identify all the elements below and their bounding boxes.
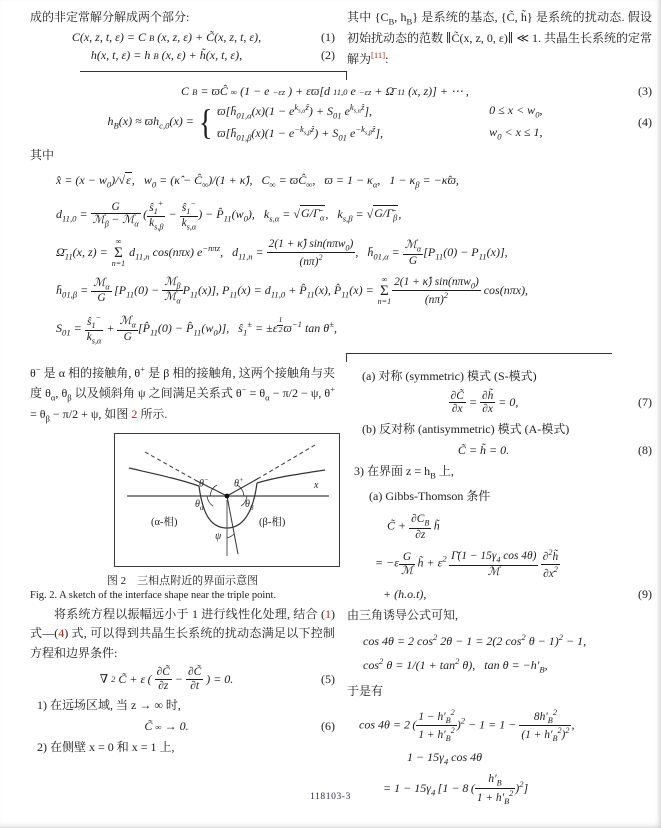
equation-1 bbox=[30, 30, 335, 45]
item-symmetric-mode: (a) 对称 (symmetric) 模式 (S-模式) bbox=[362, 368, 537, 383]
definition-line-3: $\Omegā_{11}(x$, z) = ∞ Σ n=1 $d_{11,n}$ cos(nπx) $e^{-n\pi z}$, $d_{11,n}$ = 2(1 + κ̂) sin(nπw$_0$) $(n\pi)^2$ , $h̄_{01,\alpha}$ = ℳ$_\alpha$ G $[P_{11}(0) - P_{11}(x)]$, bbox=[56, 237, 508, 269]
para-therefore: 于是有 bbox=[347, 683, 384, 698]
top-left-column bbox=[30, 8, 335, 71]
theta-beta-label: $\theta_\beta$ bbox=[245, 498, 254, 512]
display-equation-block bbox=[30, 84, 652, 345]
page-content bbox=[30, 8, 652, 813]
psi-arc bbox=[227, 534, 234, 538]
equation-5-number: (5) bbox=[321, 671, 335, 686]
equation-6-body: C̃ ∞ → 0. bbox=[144, 719, 189, 734]
para-trig-identities: 由三角诱导公式可知, bbox=[347, 607, 459, 622]
bottom-left-column bbox=[30, 363, 335, 813]
equation-7 bbox=[347, 390, 652, 416]
equation-1-number: (1) bbox=[321, 30, 335, 45]
citation-ref[interactable]: 4 bbox=[58, 626, 65, 641]
where-label: 其中 bbox=[30, 148, 55, 163]
equation-4-lhs: $h_B(x) \approx ϖh_{c,0}(x)$ = bbox=[107, 113, 194, 131]
separator-rule-top bbox=[30, 71, 652, 81]
equation-2-number: (2) bbox=[321, 48, 335, 63]
equation-9-line-3-row bbox=[347, 587, 652, 602]
citation-ref[interactable]: 1 bbox=[325, 606, 331, 621]
item-antisymmetric-mode: (b) 反对称 (antisymmetric) 模式 (A-模式) bbox=[362, 421, 570, 436]
psi-label: ψ bbox=[215, 530, 222, 542]
equation-5-body: ∇ 2 C̃ + ε ( ∂C̃ ∂z − ∂C̃ ∂t ) = 0. bbox=[99, 666, 234, 692]
separator-bar bbox=[80, 71, 346, 72]
equation-10 bbox=[347, 708, 652, 806]
definition-line-4: $h̄_{01,\beta}$ = ℳ$_\alpha$ G [$P_{11}(0)$ − ℳ$_\beta$ ℳ$_\alpha$ $P_{11}(x)$], $P_{11}(x) = d_{11,0}$ + $P̂_{11}(x)$, $P̂_{11}(x)$ = ∞ Σ n=1 2(1 + κ̂) sin(nπw$_0$) $(n\pi)^2$ cos(nπx), bbox=[56, 274, 529, 306]
definition-line-1: x̂ = $(x - w_0)/√\varepsilon$, $w_0$ = (κ̂ − $Ĉ_\infty)/(1$ + κ̂), $C_\infty$ = $ϖĈ_\infty$, $ϖ = 1 - \kappa_\alpha$, $1 - \kappa_\beta$ = −κ̂ϖ, bbox=[56, 173, 459, 190]
theta-minus-label: θ− bbox=[199, 475, 209, 490]
equation-4-number: (4) bbox=[638, 114, 652, 129]
equation-3 bbox=[30, 84, 652, 99]
case-beta-expr: $ϖ[h̄_{01,\beta}(x)(1 - e^{-k_{s,\beta}ẑ}) + S_{01}$ $e^{-k_{s,\beta}ẑ}$], bbox=[217, 123, 384, 143]
equation-8-number: (8) bbox=[638, 443, 652, 458]
equation-4-body bbox=[30, 102, 620, 142]
alpha-interface-curve bbox=[129, 468, 199, 486]
alpha-phase-label: (α-相) bbox=[151, 516, 178, 528]
item-far-field: 1) 在远场区域, 当 z → ∞ 时, bbox=[37, 698, 181, 713]
case-alpha-expr: $ϖ[h̄_{01,\alpha}(x)(1 - e^{k_{s,\alpha}ẑ}) + S_{01}$ $e^{k_{s,\alpha}ẑ}$], bbox=[217, 102, 373, 121]
interface-sketch bbox=[115, 434, 339, 566]
separator-tick bbox=[346, 353, 347, 362]
equation-9-line-2: = −ε G ℳ h̃ + $\varepsilon^2$ Γ̄(1 − $15\gamma_4$ cos 4θ) ℳ $\frac{\partial^2h̃}{\partial x^2}$ bbox=[375, 548, 559, 580]
theta-alpha-label: $\theta_\alpha$ bbox=[195, 498, 204, 512]
separator-rule-bottom bbox=[30, 353, 652, 363]
equation-7-body: ∂C̃ ∂x = ∂h̃ ∂x = 0, bbox=[450, 389, 519, 416]
definition-line-5: $S_{01}$ = $\frac{ŝ_1^-}{k_{s,\alpha}}$ + ℳ$_\alpha$ G [$P̂_{11}(0)$ − $P̂_{11}(w_0)$], $ŝ_1^\pm = \pm\varepsilon$ $^{\frac{1}{2}}$ $ϖ^{-1}$ tan θ±, bbox=[56, 313, 337, 346]
case-row-alpha bbox=[217, 102, 542, 120]
equation-8 bbox=[347, 443, 652, 458]
item-interface: 3) 在界面 $z = h_B$ 上, bbox=[354, 464, 454, 481]
beta-phase-label: (β-相) bbox=[259, 516, 286, 528]
left-tangent-dashed bbox=[145, 452, 195, 480]
equation-3-body: C B = ϖĈ ∞ (1 − e −εz ) + εϖ[d 11,0 e −εz + Ω̄ 11 (x, z)] + ⋯ , bbox=[181, 84, 469, 99]
tilted-axis-line bbox=[227, 496, 238, 554]
figure-2 bbox=[114, 433, 340, 567]
para-base-state: 其中 {$C_B$, $h_B$} 是系统的基态, {C̃, h̃} 是系统的扰动态. 假设初始扰动态的范数 ∥C̃(x, z, 0, ε)∥ ≪ 1. 共晶生长系统的定常解为[11]: bbox=[347, 10, 653, 66]
separator-bar bbox=[346, 353, 612, 354]
case-beta-cond: $w_0 < x \le 1$, bbox=[489, 124, 543, 142]
citation-ref[interactable]: 2 bbox=[131, 407, 138, 422]
equation-3-number: (3) bbox=[638, 84, 652, 99]
bottom-right-column bbox=[347, 363, 652, 813]
equation-9-number: (9) bbox=[638, 586, 652, 601]
para-decomposition: 成的非定常解分解成两个部分: bbox=[30, 10, 190, 24]
triple-point-dot bbox=[225, 493, 230, 498]
equation-5 bbox=[30, 666, 335, 692]
equation-4-cases bbox=[217, 102, 542, 142]
equation-9 bbox=[347, 513, 652, 602]
equation-6 bbox=[30, 719, 335, 734]
case-row-beta bbox=[217, 124, 542, 142]
separator-tick bbox=[346, 71, 347, 80]
equation-10-line-1: cos 4θ = 2 ( $\frac{1 - h'_B^2}{1 + h'_B^2}$ )$^2$ − 1 = 1 − $\frac{8h'_B^2}{(1 + h'_B^2)^2}$ , bbox=[359, 707, 575, 743]
trig-line-1: cos 4θ = 2 $\cos^2 2\theta - 1 = 2(2$ $\cos^2 \theta - 1)^2 - 1$, bbox=[363, 632, 587, 649]
bottom-columns bbox=[30, 363, 652, 813]
para-linearization: 将系统方程以振幅远小于 1 进行线性化处理, 结合 (1) 式—(4) 式, 可以得到共晶生长系统的扰动态满足以下控制方程和边界条件: bbox=[30, 606, 336, 660]
equation-10-line-3: = $1 - 15\gamma_4$ [1 − 8 ( $\frac{h'_B}{1 + h'_B^2}$ )$^2$] bbox=[383, 773, 529, 806]
equation-8-body: C̃ = h̃ = 0. bbox=[457, 443, 510, 458]
item-side-walls: 2) 在侧壁 x = 0 和 x = 1 上, bbox=[37, 740, 175, 755]
item-gibbs-thomson: (a) Gibbs-Thomson 条件 bbox=[369, 489, 491, 504]
theta-plus-label: θ+ bbox=[234, 475, 244, 490]
equation-10-line-2: $1 - 15\gamma_4$ cos 4θ bbox=[407, 749, 483, 767]
equation-6-number: (6) bbox=[321, 719, 335, 734]
equation-2 bbox=[30, 48, 335, 63]
equation-9-line-1: C̃ + $\frac{\partial C_B}{\partial z}$ h̃ bbox=[387, 513, 440, 541]
equation-7-number: (7) bbox=[638, 395, 652, 410]
top-columns bbox=[30, 8, 652, 71]
equation-9-line-3: + (h.o.t), bbox=[383, 586, 427, 601]
equation-2-body: h(x, t, ε) = h B (x, ε) + h̃(x, t, ε), bbox=[90, 48, 243, 63]
figure-2-caption-en: Fig. 2. A sketch of the interface shape near the triple point. bbox=[30, 589, 277, 601]
case-alpha-cond: $0 \le x < w_0$, bbox=[489, 103, 543, 120]
definition-line-2: $d_{11,0}$ = G ℳ$_\beta$ − ℳ$_\alpha$ ( $\frac{ŝ_1^+}{k_{s,\beta}}$ − $\frac{ŝ_1^-}{k_{s,\alpha}}$ ) − $P̂_{11}(w_0)$, $k_{s,\alpha}$ = $√G/\Gammā_\alpha$, $k_{s,\beta}$ = $√G/\Gammā_\beta$, bbox=[56, 198, 402, 231]
equation-1-body: C(x, z, t, ε) = C B (x, z, ε) + C̃(x, z, t, ε), bbox=[71, 30, 262, 45]
top-right-column bbox=[347, 8, 652, 71]
equation-4 bbox=[30, 102, 652, 142]
cases-brace: { bbox=[198, 101, 213, 142]
theta-alpha-arc bbox=[207, 496, 213, 506]
para-contact-angles: θ− 是 α 相的接触角, θ+ 是 β 相的接触角, 这两个接触角与夹度 $\theta_\alpha$, $\theta_\beta$ 以及倾斜角 ψ 之间满足关系式 $\theta^- = \theta_\alpha - \pi/2 - \psi$, $\theta^+ = \theta_\beta - \pi/2 + \psi$, 如图 2 所示. bbox=[30, 363, 336, 424]
page-number: 118103-3 bbox=[310, 792, 351, 802]
trig-line-2: $\cos^2 \theta = 1/(1 + \tan^2 \theta)$, $\tan \theta = -h'_B$, bbox=[363, 656, 548, 675]
x-axis-label: x bbox=[314, 479, 319, 491]
citation-ref[interactable]: [11] bbox=[371, 49, 386, 60]
figure-2-caption-zh: 图 2 三相点附近的界面示意图 bbox=[106, 574, 259, 587]
